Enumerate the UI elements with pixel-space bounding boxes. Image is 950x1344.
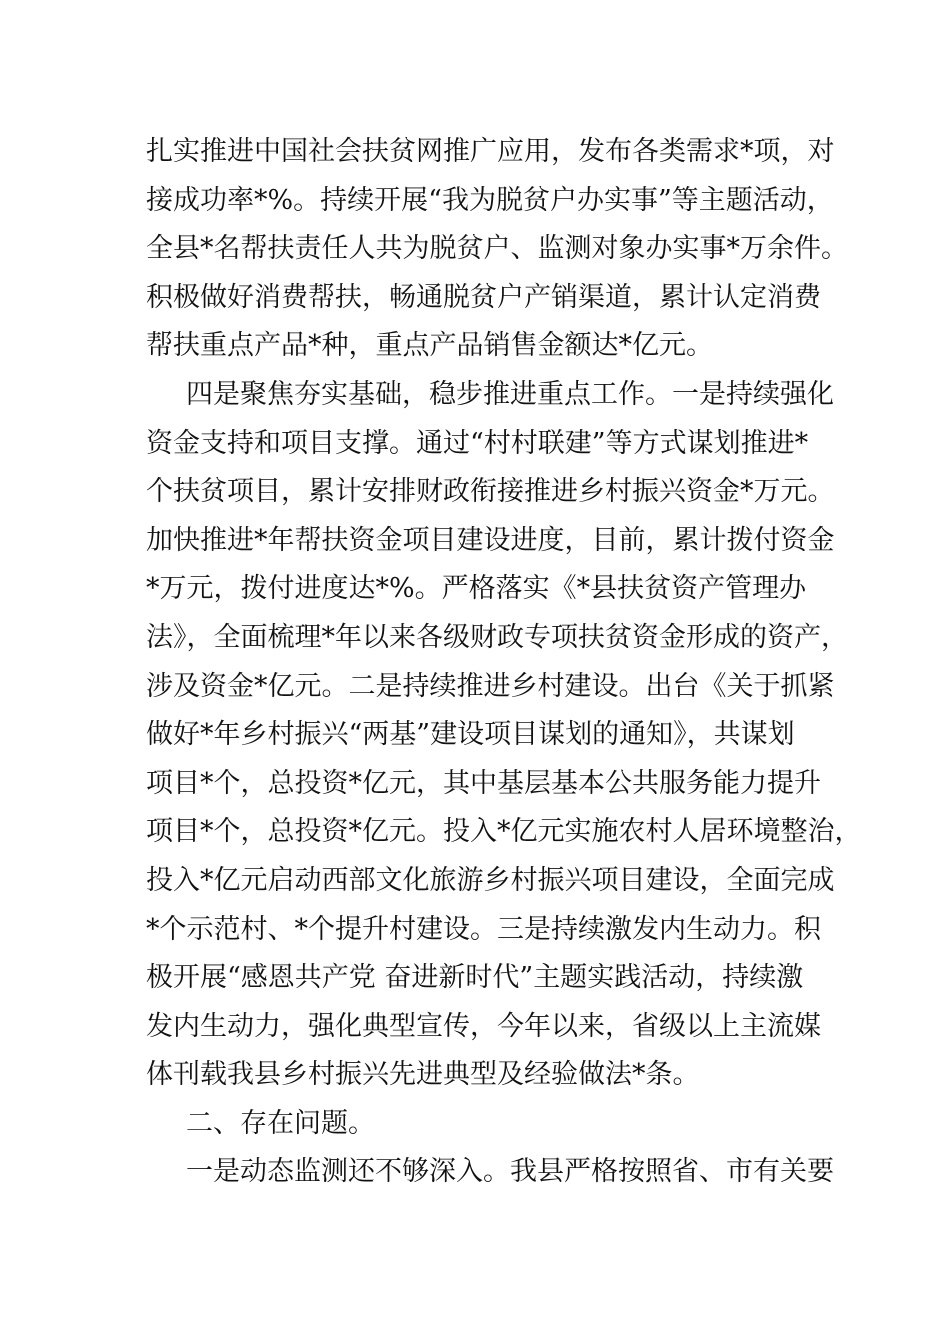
text-line: 资金支持和项目支撑。通过“村村联建”等方式谋划推进* xyxy=(146,427,809,459)
text-line: *万元，拨付进度达*%。严格落实《*县扶贫资产管理办 xyxy=(146,573,807,605)
text-line: 项目*个，总投资*亿元，其中基层基本公共服务能力提升 xyxy=(146,767,821,799)
text-line: 极开展“感恩共产党 奋进新时代”主题实践活动，持续激 xyxy=(146,962,804,994)
text-line: *个示范村、*个提升村建设。三是持续激发内生动力。积 xyxy=(146,913,821,945)
text-line: 扎实推进中国社会扶贫网推广应用，发布各类需求*项，对 xyxy=(146,136,835,167)
text-line: 体刊载我县乡村振兴先进典型及经验做法*条。 xyxy=(146,1059,700,1091)
text-line: 帮扶重点产品*种，重点产品销售金额达*亿元。 xyxy=(146,330,713,362)
paragraph-start-line: 一是动态监测还不够深入。我县严格按照省、市有关要 xyxy=(186,1156,834,1188)
section-heading: 二、存在问题。 xyxy=(186,1107,375,1139)
document-body xyxy=(146,128,862,1197)
text-line: 积极做好消费帮扶，畅通脱贫户产销渠道，累计认定消费 xyxy=(146,281,821,313)
text-line: 项目*个，总投资*亿元。投入*亿元实施农村人居环境整治， xyxy=(146,816,862,848)
text-line: 做好*年乡村振兴“两基”建设项目谋划的通知》，共谋划 xyxy=(146,719,795,751)
text-line: 发内生动力，强化典型宣传，今年以来，省级以上主流媒 xyxy=(146,1010,821,1042)
text-line: 涉及资金*亿元。二是持续推进乡村建设。出台《关于抓紧 xyxy=(146,670,835,702)
text-line: 投入*亿元启动西部文化旅游乡村振兴项目建设，全面完成 xyxy=(146,864,835,896)
text-line: 全县*名帮扶责任人共为脱贫户、监测对象办实事*万余件。 xyxy=(146,233,848,265)
text-line: 个扶贫项目，累计安排财政衔接推进乡村振兴资金*万元。 xyxy=(146,476,835,508)
text-line: 接成功率*%。持续开展“我为脱贫户办实事”等主题活动， xyxy=(146,184,834,216)
paragraph-start-line: 四是聚焦夯实基础，稳步推进重点工作。一是持续强化 xyxy=(186,378,834,410)
text-line: 加快推进*年帮扶资金项目建设进度，目前，累计拨付资金 xyxy=(146,524,835,556)
text-line: 法》，全面梳理*年以来各级财政专项扶贫资金形成的资产， xyxy=(146,621,848,653)
